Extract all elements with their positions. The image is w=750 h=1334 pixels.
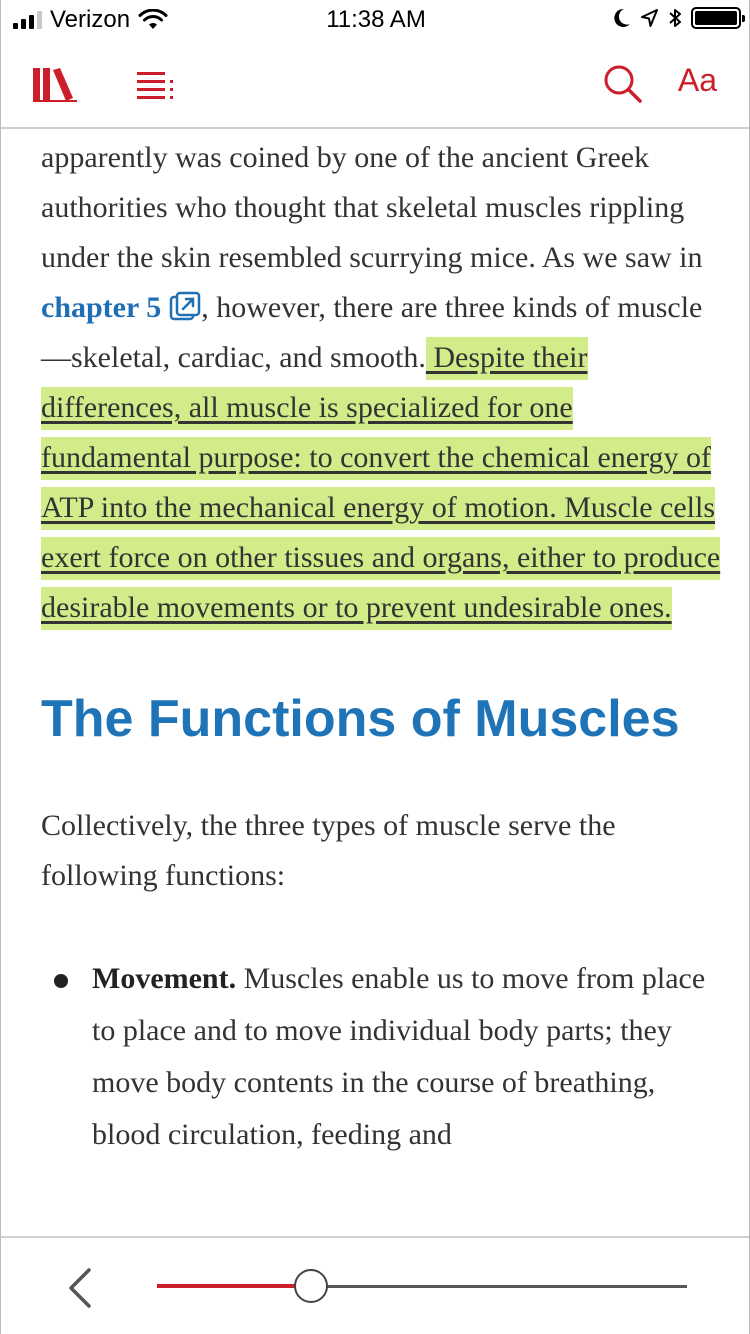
- paragraph-text: , however, there are three kinds of muscle—skeletal, cardiac, and smooth.: [41, 291, 703, 374]
- status-bar: [1, 0, 750, 40]
- carrier-name: Verizon: [50, 6, 131, 33]
- body-paragraph: [41, 133, 721, 633]
- moon-icon: [611, 7, 631, 29]
- location-arrow-icon: [639, 7, 659, 29]
- chevron-left-icon[interactable]: [61, 1266, 101, 1310]
- progress-fill: [157, 1284, 311, 1288]
- table-of-contents-icon[interactable]: [137, 72, 175, 100]
- chapter-link[interactable]: [41, 291, 201, 324]
- external-link-icon[interactable]: [169, 291, 201, 321]
- list-item: [41, 953, 721, 1161]
- page-progress-slider[interactable]: [157, 1285, 687, 1288]
- status-right: [611, 6, 741, 30]
- slider-thumb[interactable]: [294, 1269, 328, 1303]
- list-item-term: Movement.: [92, 962, 237, 995]
- search-icon[interactable]: [603, 64, 643, 104]
- paragraph-text: apparently was coined by one of the ancient Greek authorities who thought that skeletal muscles rippling under the skin resembled scurrying mice. As we saw in: [41, 141, 703, 274]
- reading-content: [41, 130, 721, 1161]
- list-item-text: Muscles enable us to move from place to place and to move individual body parts; they move body contents in the course of breathing, blood circulation, feeding and: [92, 962, 706, 1151]
- status-time: 11:38 AM: [326, 6, 426, 33]
- font-settings-button[interactable]: Aa: [677, 62, 717, 98]
- section-heading: The Functions of Muscles: [41, 690, 680, 748]
- library-icon[interactable]: [33, 68, 79, 102]
- chapter-link-label: chapter 5: [41, 291, 162, 324]
- highlighted-passage[interactable]: Despite their differences, all muscle is specialized for one fundamental purpose: to convert the chemical energy of ATP into the mechanical energy of motion. Muscle cells exert force on other tissues and organs, either to produce desirable movements or to prevent undesirable ones.: [41, 337, 720, 630]
- reader-toolbar: [1, 40, 749, 129]
- body-paragraph: Collectively, the three types of muscle serve the following functions:: [41, 809, 616, 892]
- battery-icon: [691, 7, 741, 29]
- function-list: [41, 953, 721, 1161]
- bottom-navigation-bar: [1, 1236, 749, 1334]
- bluetooth-icon: [667, 6, 683, 30]
